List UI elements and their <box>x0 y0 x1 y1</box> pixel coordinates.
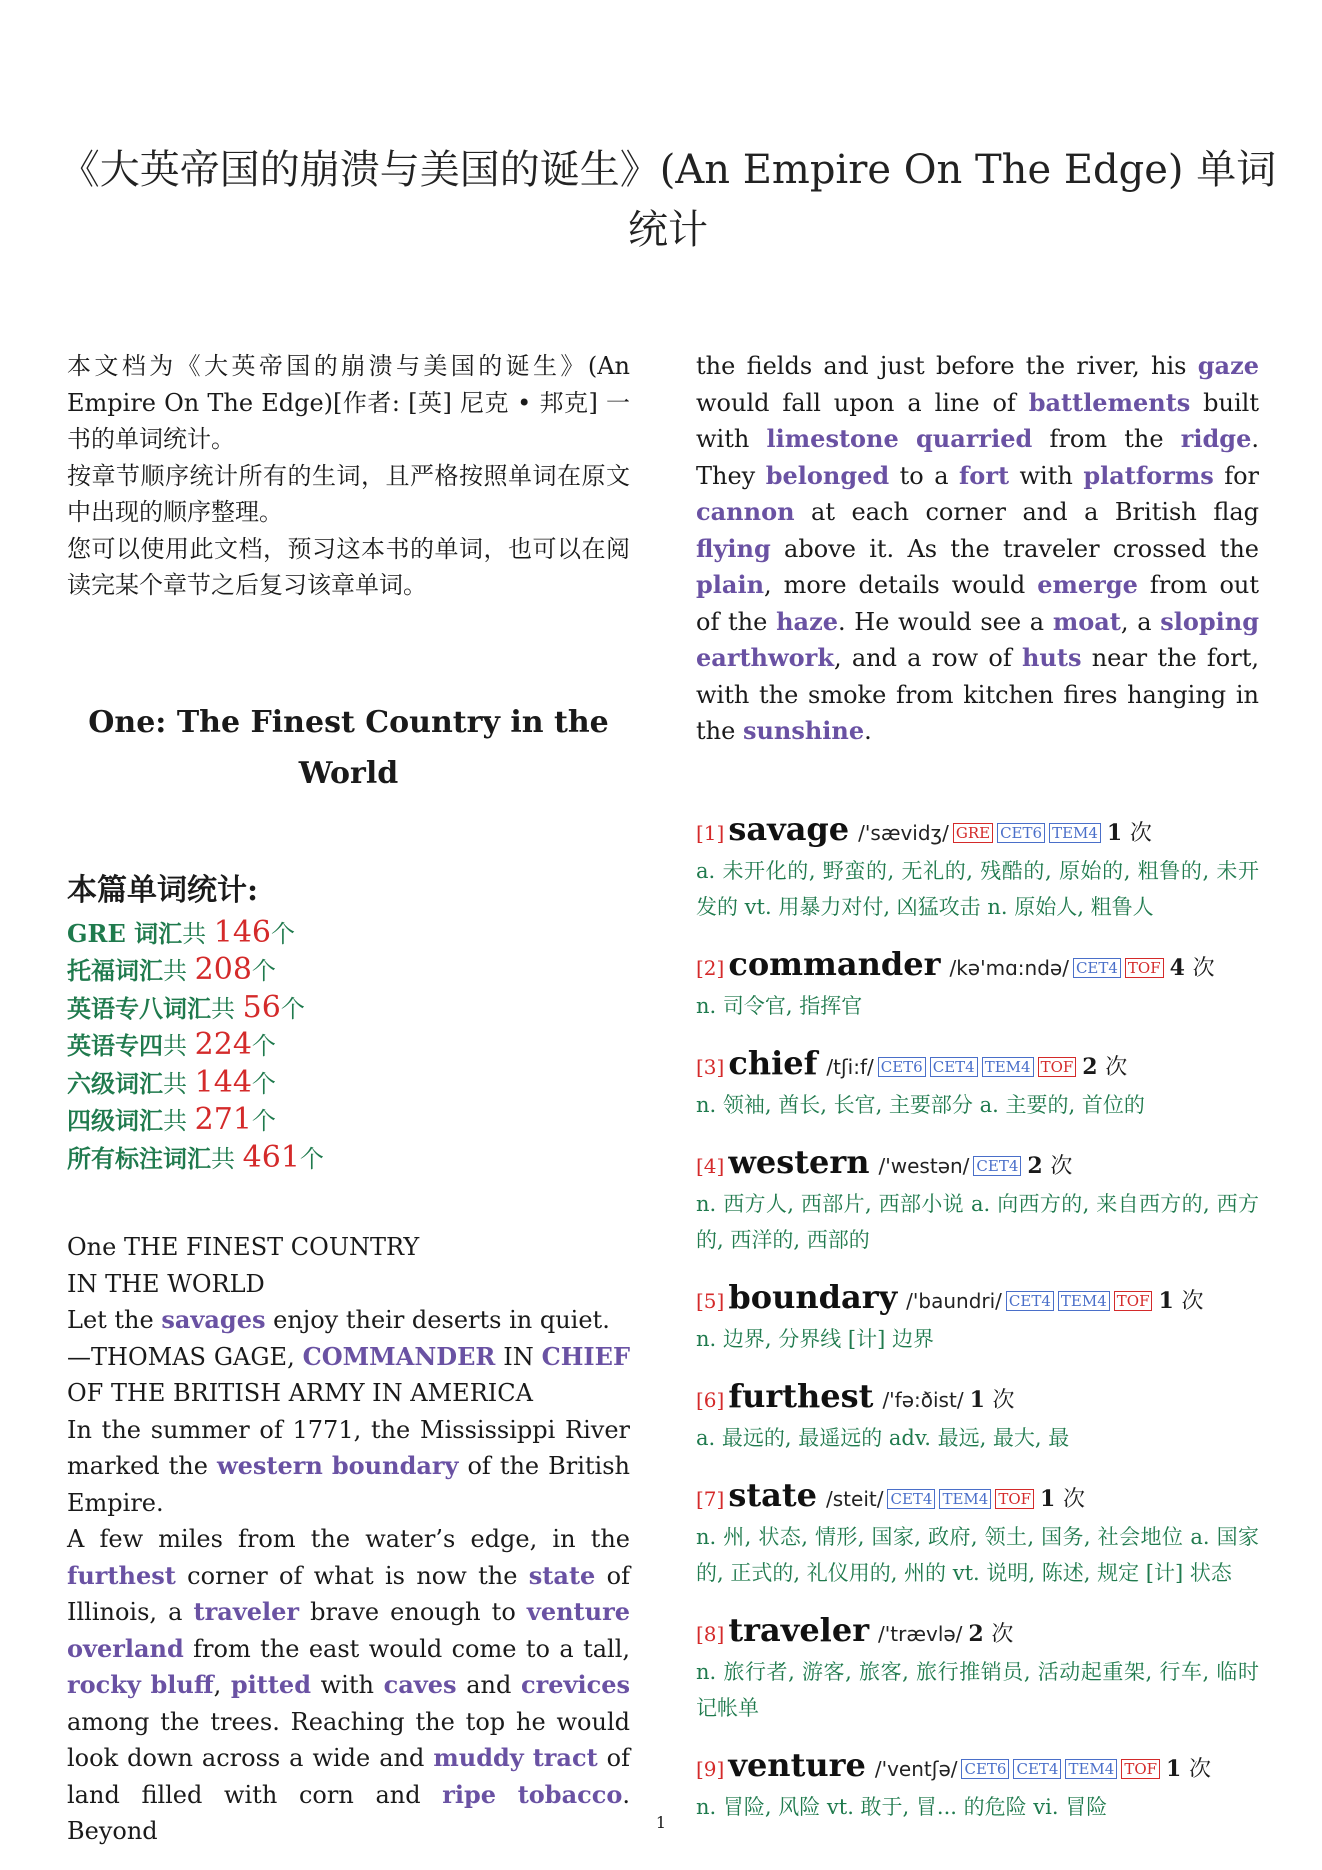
vocab-word: boundary <box>331 1451 459 1480</box>
vocab-entry-head <box>696 810 1259 853</box>
stat-label: 英语专四 <box>67 1031 163 1060</box>
stat-row-cet6 <box>67 1065 630 1103</box>
passage-left <box>67 1229 630 1850</box>
tag-badge: CET4 <box>887 1489 935 1509</box>
entry-definition: n. 旅行者, 游客, 旅客, 旅行推销员, 活动起重架, 行车, 临时记帐单 <box>696 1659 1259 1720</box>
tag-badge: CET4 <box>1073 958 1121 978</box>
tag-badge: CET6 <box>961 1759 1009 1779</box>
vocab-word: tract <box>532 1743 598 1772</box>
entry-word: boundary <box>728 1277 898 1316</box>
vocab-word: ridge <box>1180 424 1252 453</box>
entry-phonetic: /kə'mɑ:ndə/ <box>949 955 1069 980</box>
tag-badge: CET4 <box>1013 1759 1061 1779</box>
vocab-word: savages <box>161 1305 266 1334</box>
vocab-word: traveler <box>193 1597 300 1626</box>
stat-count: 56 <box>242 989 281 1025</box>
vocab-word: western <box>216 1451 323 1480</box>
stat-unit: 个 <box>251 1032 276 1060</box>
passage-right <box>696 348 1259 750</box>
entry-word: venture <box>728 1745 866 1784</box>
entry-phonetic: /'baundri/ <box>906 1288 1002 1313</box>
page-number: 1 <box>655 1813 667 1832</box>
entry-count: 1 次 <box>1166 1755 1212 1782</box>
stat-mid: 共 <box>163 957 187 985</box>
stat-unit: 个 <box>251 1069 276 1098</box>
vocab-entry-head <box>696 1377 1259 1420</box>
stat-unit: 个 <box>251 957 276 985</box>
vocab-word: limestone <box>766 424 899 453</box>
stat-mid: 共 <box>211 994 235 1023</box>
vocab-word: overland <box>67 1633 184 1663</box>
tag-badge: TOF <box>1038 1057 1077 1077</box>
vocab-word: cannon <box>696 497 795 526</box>
passage-heading: One THE FINEST COUNTRY <box>67 1233 420 1261</box>
entry-count: 1 次 <box>1106 819 1152 846</box>
vocab-entry <box>696 1143 1259 1258</box>
vocab-word: ripe <box>442 1779 497 1809</box>
vocab-entry <box>696 1278 1259 1357</box>
stat-label: 所有标注词汇 <box>67 1143 211 1173</box>
vocab-entry <box>696 1611 1259 1726</box>
tag-badge: CET4 <box>930 1057 978 1077</box>
stat-row-toefl <box>67 952 630 990</box>
vocab-word: furthest <box>67 1560 176 1590</box>
stat-row-cet4 <box>67 1102 630 1140</box>
stat-unit: 个 <box>271 919 295 948</box>
right-column <box>696 348 1259 1845</box>
entry-phonetic: /'fə:ðist/ <box>882 1387 964 1412</box>
stat-count: 146 <box>213 914 271 950</box>
tag-badge: TOF <box>1121 1759 1160 1779</box>
entry-count: 1 次 <box>1040 1485 1086 1512</box>
vocab-word: haze <box>776 606 838 636</box>
document-title: 《大英帝国的崩溃与美国的诞生》(An Empire On The Edge) 单词统计 <box>59 147 1277 253</box>
vocab-word: flying <box>696 533 771 563</box>
vocab-word: bluff <box>150 1670 214 1699</box>
vocab-word: sloping <box>1160 606 1259 636</box>
entry-definition: a. 最远的, 最遥远的 adv. 最远, 最大, 最 <box>696 1425 1070 1450</box>
entry-phonetic: /tʃi:f/ <box>826 1054 874 1079</box>
stat-count: 144 <box>194 1064 252 1100</box>
vocab-word: venture <box>526 1597 630 1626</box>
entry-index: [8] <box>696 1621 725 1646</box>
entry-count: 4 次 <box>1169 954 1215 981</box>
vocab-word: COMMANDER <box>302 1341 496 1371</box>
stat-label: GRE 词汇 <box>67 918 183 948</box>
vocab-list <box>696 810 1259 1825</box>
entry-index: [6] <box>696 1387 725 1412</box>
stat-row-tem4 <box>67 1027 630 1065</box>
stat-mid: 共 <box>163 1032 187 1060</box>
entry-word: commander <box>728 944 941 983</box>
paragraph: the fields and just before the river, his gaze would fall upon a line of battlements built with limestone quarried from the ridge. They belonged to a fort with platforms for cannon at each corner and a British flag flying above it. As the traveler crossed the plain, more details would emerge from out of the haze. He would see a moat, a sloping earthwork, and a row of huts near the fort, with the smoke from kitchen fires hanging in the sunshine. <box>696 351 1260 745</box>
stat-count: 208 <box>194 952 252 987</box>
vocab-entry <box>696 1044 1259 1123</box>
entry-word: traveler <box>728 1610 870 1649</box>
tag-badge: TOF <box>1114 1291 1153 1311</box>
stat-count: 461 <box>242 1139 300 1175</box>
entry-count: 2 次 <box>1027 1152 1073 1179</box>
entry-definition: n. 西方人, 西部片, 西部小说 a. 向西方的, 来自西方的, 西方的, 西洋的, 西部的 <box>696 1191 1259 1252</box>
vocab-word: tobacco <box>517 1779 623 1809</box>
left-column <box>67 348 630 1850</box>
entry-index: [9] <box>696 1756 725 1781</box>
tag-badge: CET4 <box>973 1156 1021 1176</box>
entry-index: [1] <box>696 820 725 845</box>
entry-index: [2] <box>696 955 725 980</box>
vocab-entry-head <box>696 1611 1259 1654</box>
stat-unit: 个 <box>299 1144 324 1173</box>
vocab-word: plain <box>696 570 765 599</box>
tag-badge: TOF <box>995 1489 1034 1509</box>
entry-word: furthest <box>728 1376 874 1415</box>
vocab-word: quarried <box>916 424 1033 453</box>
stat-row-gre <box>67 915 630 953</box>
vocab-word: pitted <box>230 1670 311 1699</box>
stat-mid: 共 <box>182 919 207 948</box>
tag-badge: TEM4 <box>982 1057 1034 1077</box>
intro-line: 您可以使用此文档，预习这本书的单词，也可以在阅读完某个章节之后复习该章单词。 <box>67 534 630 599</box>
tag-badge: CET6 <box>878 1057 926 1077</box>
vocab-word: CHIEF <box>541 1341 630 1371</box>
stats-heading: 本篇单词统计: <box>67 872 259 908</box>
paragraph: In the summer of 1771, the Mississippi River marked the western boundary of the British Empire. <box>67 1415 631 1517</box>
tag-badge: CET4 <box>1006 1291 1054 1311</box>
entry-phonetic: /steit/ <box>826 1486 884 1511</box>
intro-line: 按章节顺序统计所有的生词，且严格按照单词在原文中出现的顺序整理。 <box>67 461 630 526</box>
entry-count: 2 次 <box>1082 1053 1128 1080</box>
vocab-entry-head <box>696 1746 1259 1789</box>
intro-line: 本文档为《大英帝国的崩溃与美国的诞生》(An Empire On The Edge)[作者: [英] 尼克 • 邦克] 一书的单词统计。 <box>67 352 630 453</box>
entry-phonetic: /'trævlə/ <box>878 1621 963 1646</box>
vocab-word: sunshine <box>742 716 865 745</box>
entry-word: savage <box>728 809 850 848</box>
vocab-word: gaze <box>1197 351 1259 380</box>
vocab-entry <box>696 810 1259 925</box>
stat-label: 托福词汇 <box>67 956 163 985</box>
vocab-word: earthwork <box>696 643 834 672</box>
entry-count: 2 次 <box>968 1620 1014 1647</box>
entry-definition: n. 边界, 分界线 [计] 边界 <box>696 1326 934 1351</box>
entry-word: chief <box>728 1043 818 1082</box>
stat-row-all <box>67 1140 630 1178</box>
entry-count: 1 次 <box>1158 1287 1204 1314</box>
vocab-entry <box>696 1377 1259 1456</box>
attribution: —THOMAS GAGE, COMMANDER IN CHIEF OF THE BRITISH ARMY IN AMERICA <box>67 1341 630 1407</box>
vocab-entry-head <box>696 1044 1259 1087</box>
vocab-entry <box>696 1476 1259 1591</box>
tag-badge: TOF <box>1125 958 1164 978</box>
tag-badge: CET6 <box>997 823 1045 843</box>
entry-index: [5] <box>696 1288 725 1313</box>
entry-definition: n. 州, 状态, 情形, 国家, 政府, 领土, 国务, 社会地位 a. 国家的, 正式的, 礼仪用的, 州的 vt. 说明, 陈述, 规定 [计] 状态 <box>696 1524 1259 1585</box>
vocab-word: huts <box>1021 643 1082 672</box>
vocab-entry <box>696 945 1259 1024</box>
vocab-word: emerge <box>1037 570 1138 599</box>
stat-label: 四级词汇 <box>67 1106 163 1135</box>
stat-label: 六级词汇 <box>67 1068 163 1098</box>
passage-heading: IN THE WORLD <box>67 1269 265 1298</box>
entry-phonetic: /'westən/ <box>878 1153 970 1178</box>
vocab-word: moat <box>1052 606 1121 636</box>
stat-count: 271 <box>194 1102 252 1137</box>
epigraph: Let the savages enjoy their deserts in quiet. <box>67 1305 610 1334</box>
vocab-entry-head <box>696 945 1259 988</box>
tag-badge: GRE <box>953 823 993 843</box>
vocab-word: rocky <box>67 1670 141 1699</box>
vocab-entry-head <box>696 1476 1259 1519</box>
vocab-word: caves <box>383 1670 457 1699</box>
entry-index: [3] <box>696 1054 725 1079</box>
vocab-word: platforms <box>1083 460 1214 490</box>
entry-definition: a. 未开化的, 野蛮的, 无礼的, 残酷的, 原始的, 粗鲁的, 未开发的 vt. 用暴力对付, 凶猛攻击 n. 原始人, 粗鲁人 <box>696 858 1259 919</box>
chapter-heading: One: The Finest Country in the World <box>88 704 609 791</box>
entry-definition: n. 领袖, 酋长, 长官, 主要部分 a. 主要的, 首位的 <box>696 1092 1145 1117</box>
entry-phonetic: /'sævidʒ/ <box>858 820 949 845</box>
entry-word: western <box>728 1142 870 1181</box>
stat-unit: 个 <box>280 994 305 1023</box>
stat-label: 英语专八词汇 <box>67 993 211 1023</box>
vocab-word: battlements <box>1028 387 1191 417</box>
stat-mid: 共 <box>163 1069 187 1098</box>
tag-badge: TEM4 <box>1049 823 1101 843</box>
vocab-entry-head <box>696 1278 1259 1321</box>
vocab-word: belonged <box>765 460 890 490</box>
entry-count: 1 次 <box>969 1386 1015 1413</box>
stat-count: 224 <box>194 1027 252 1062</box>
word-stats <box>67 915 630 1178</box>
entry-index: [7] <box>696 1486 725 1511</box>
stat-mid: 共 <box>163 1107 187 1135</box>
tag-badge: TEM4 <box>1065 1759 1117 1779</box>
entry-word: state <box>728 1475 818 1514</box>
entry-definition: n. 司令官, 指挥官 <box>696 993 863 1018</box>
stat-unit: 个 <box>251 1107 276 1135</box>
vocab-word: crevices <box>521 1670 630 1699</box>
vocab-word: fort <box>958 460 1010 490</box>
vocab-entry-head <box>696 1143 1259 1186</box>
entry-index: [4] <box>696 1153 725 1178</box>
entry-phonetic: /'ventʃə/ <box>874 1756 958 1781</box>
stat-mid: 共 <box>211 1144 235 1173</box>
paragraph: A few miles from the water’s edge, in the furthest corner of what is now the state of Illinois, a traveler brave enough to venture overland from the east would come to a tall, rocky bluff, pitted with caves and crevices among the trees. Reaching the top he would look down across a wide and muddy tract of land filled with corn and ripe tobacco. Beyond <box>67 1525 630 1845</box>
tag-badge: TEM4 <box>1058 1291 1110 1311</box>
vocab-word: muddy <box>433 1743 524 1772</box>
tag-badge: TEM4 <box>939 1489 991 1509</box>
intro <box>67 348 630 604</box>
vocab-word: state <box>528 1560 596 1590</box>
entry-definition: n. 冒险, 风险 vt. 敢于, 冒... 的危险 vi. 冒险 <box>696 1794 1108 1819</box>
stat-row-tem8 <box>67 990 630 1028</box>
